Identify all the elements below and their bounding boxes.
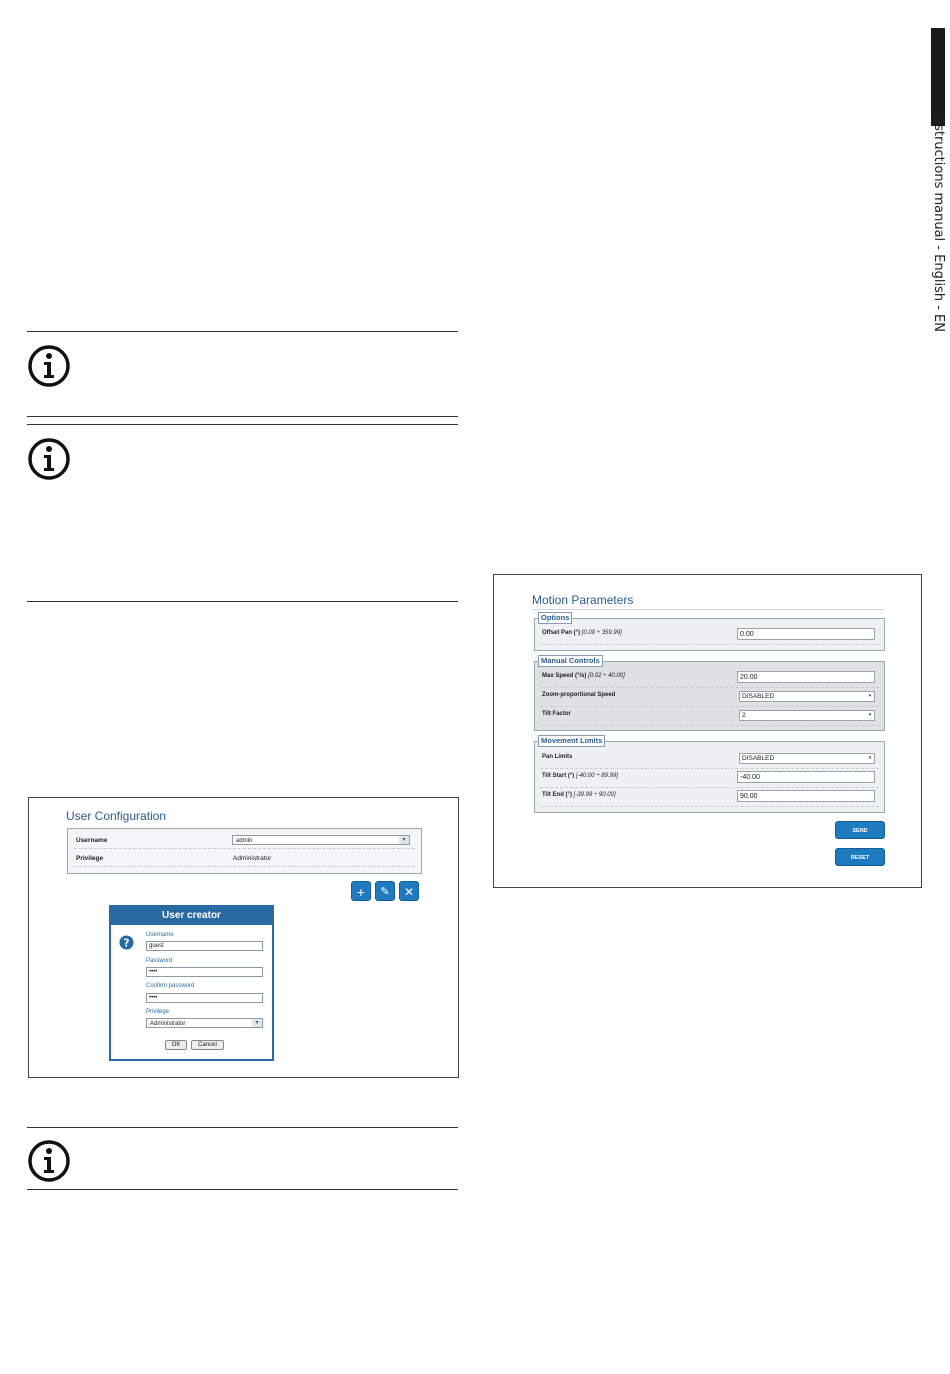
max-speed-name: Max Speed (°/s) [542,673,587,679]
help-icon [119,935,134,950]
offset-pan-input[interactable]: 0.00 [737,628,875,640]
username-label: Username [76,837,108,844]
offset-pan-name: Offset Pan (°) [542,630,581,636]
pan-limits-value: DISABLED [742,755,775,762]
chevron-down-icon: ▾ [868,693,872,699]
manual-controls-legend: Manual Controls [538,655,603,667]
delete-user-button[interactable] [399,881,419,901]
username-select-value: admin [236,838,253,844]
tilt-end-row [540,787,879,807]
cancel-button[interactable]: Cancel [191,1040,224,1050]
send-button[interactable]: SEND [835,821,885,839]
tilt-start-row [540,768,879,788]
pan-limits-label [542,754,572,760]
tilt-end-name: Tilt End (°) [542,792,572,798]
tilt-start-label [542,773,618,779]
tilt-end-label [542,792,616,798]
pan-limits-row [540,749,879,769]
tilt-factor-label [542,711,571,717]
info-icon [27,437,71,481]
movement-limits-legend: Movement Limits [538,735,605,747]
chevron-down-icon: ▾ [868,755,872,761]
dialog-password-input[interactable]: •••• [146,967,263,977]
dialog-privilege-select[interactable] [146,1018,263,1028]
max-speed-label [542,673,625,679]
tilt-factor-name: Tilt Factor [542,711,571,717]
title-underline [532,609,884,610]
note-top-rule [27,331,458,332]
tilt-start-range: [-40.00 ÷ 89.99] [575,773,618,779]
add-user-button[interactable] [351,881,371,901]
options-legend: Options [538,612,572,624]
options-fieldset [534,613,885,651]
dialog-confirm-password-label: Confirm password [146,983,195,989]
user-configuration-figure [28,797,459,1078]
user-configuration-title: User Configuration [66,809,167,823]
svg-text:?: ? [123,937,130,950]
pan-limits-select[interactable] [739,753,875,764]
max-speed-input[interactable]: 20.00 [737,671,875,683]
zoom-speed-value: DISABLED [742,693,775,700]
dialog-username-label: Username [146,932,174,938]
offset-pan-range: [0.00 ÷ 359.99] [581,630,622,636]
motion-parameters-figure [493,574,922,888]
info-icon [27,1139,71,1183]
tilt-end-range: [-39.99 ÷ 90.00] [573,792,616,798]
chevron-down-icon: ▾ [868,712,872,718]
user-creator-dialog [109,905,274,1061]
manual-language-label: Instructions manual - English - EN [931,112,946,332]
max-speed-row [540,668,879,688]
tilt-start-input[interactable]: -40.00 [737,771,875,783]
manual-controls-fieldset [534,656,885,731]
zoom-speed-label [542,692,615,698]
user-panel [67,828,422,874]
dialog-privilege-label: Privilege [146,1009,170,1015]
note-top-rule [27,1127,458,1128]
tilt-factor-row [540,706,879,726]
privilege-value: Administrator [233,855,272,862]
dialog-title: User creator [111,907,272,925]
dialog-confirm-password-input[interactable]: •••• [146,993,263,1003]
chevron-down-icon: ▾ [252,1019,262,1027]
note-bottom-rule [27,416,458,417]
max-speed-range: [0.02 ÷ 40.00] [588,673,625,679]
zoom-speed-row [540,687,879,707]
reset-button[interactable]: RESET [835,848,885,866]
username-row [74,831,415,849]
dialog-password-label: Password [146,958,173,964]
offset-pan-row [540,625,879,645]
plus-icon: + [356,884,366,900]
zoom-speed-name: Zoom-proportional Speed [542,692,616,698]
pan-limits-name: Pan Limits [542,754,573,760]
tilt-factor-select[interactable] [739,710,875,721]
pencil-icon: ✎ [380,886,390,898]
chevron-down-icon: ▾ [399,836,409,844]
dialog-privilege-value: Administrator [150,1021,186,1027]
motion-parameters-title: Motion Parameters [532,593,634,607]
edit-user-button[interactable] [375,881,395,901]
zoom-speed-select[interactable] [739,691,875,702]
dialog-username-input[interactable]: guest [146,941,263,951]
movement-limits-fieldset [534,736,885,813]
tilt-end-input[interactable]: 90.00 [737,790,875,802]
privilege-row [74,849,415,867]
tilt-start-name: Tilt Start (°) [542,773,575,779]
ok-button[interactable]: OK [165,1040,187,1050]
offset-pan-label [542,630,622,636]
note-bottom-rule [27,601,458,602]
tilt-factor-value: 2 [742,712,746,719]
note-bottom-rule [27,1189,458,1190]
info-icon [27,344,71,388]
privilege-label: Privilege [76,855,104,862]
note-top-rule [27,424,458,425]
cross-icon: ✕ [403,885,415,899]
username-select[interactable] [232,835,410,845]
